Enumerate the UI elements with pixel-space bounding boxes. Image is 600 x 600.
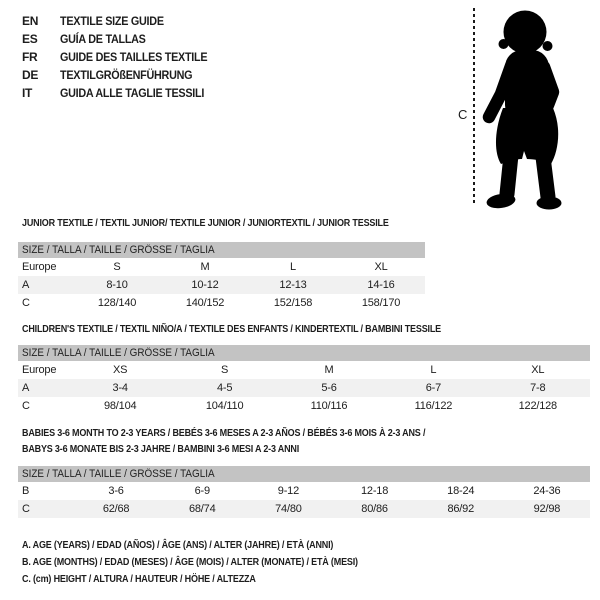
height-cell: 86/92 [447, 503, 474, 515]
size-cell: L [430, 364, 437, 376]
size-cell: XL [531, 364, 545, 376]
note-text: A. AGE (YEARS) / EDAD (AÑOS) / ÂGE (ANS) / ALTER (JAHRE) / ETÀ (ANNI) [22, 540, 334, 551]
height-cell: 158/170 [361, 297, 401, 309]
baby-silhouette-icon [478, 5, 578, 210]
age-cell: 6-7 [425, 382, 442, 394]
age-cell: 24-36 [533, 485, 561, 497]
table-row-europe [18, 258, 425, 276]
height-cell: 68/74 [188, 503, 216, 515]
babies-section-title-line1: BABIES 3-6 MONTH TO 2-3 YEARS / BEBÉS 3-6 MESES A 2-3 AÑOS / BÉBÉS 3-6 MOIS À 2-3 ANS / [22, 428, 426, 439]
size-cell: S [221, 364, 229, 376]
row-label: C [22, 400, 30, 412]
table-row-height-cm [18, 500, 590, 518]
age-cell: 9-12 [277, 485, 300, 497]
size-header-bar [18, 345, 590, 361]
height-cell: 140/152 [185, 297, 225, 309]
height-cell: 62/68 [102, 503, 130, 515]
children-section-title-text: CHILDREN'S TEXTILE / TEXTIL NIÑO/A / TEXTILE DES ENFANTS / KINDERTEXTIL / BAMBINI TESSILE [22, 324, 441, 335]
language-row-fr [22, 48, 224, 66]
table-row-height-cm [18, 397, 590, 415]
row-label: B [22, 485, 30, 497]
height-cell: 80/86 [361, 503, 388, 515]
age-cell: 14-16 [367, 279, 395, 291]
size-cell: M [324, 364, 334, 376]
row-label: Europe [22, 364, 57, 376]
note-age-years [22, 537, 395, 554]
size-cell: L [290, 261, 296, 273]
age-cell: 3-6 [108, 485, 124, 497]
size-cell: M [200, 261, 210, 273]
language-title: GUÍA DE TALLAS [60, 32, 146, 46]
note-height-cm [22, 571, 395, 588]
size-header-text: SIZE / TALLA / TAILLE / GRÖSSE / TAGLIA [22, 468, 215, 480]
size-header-text: SIZE / TALLA / TAILLE / GRÖSSE / TAGLIA [22, 347, 215, 359]
height-cell: 104/110 [205, 400, 244, 412]
age-cell: 12-18 [361, 485, 389, 497]
size-header-bar [18, 242, 425, 258]
height-cell: 116/122 [414, 400, 453, 412]
language-code: ES [22, 32, 38, 46]
language-row-es [22, 30, 224, 48]
children-size-table [18, 345, 590, 415]
height-cell: 98/104 [103, 400, 137, 412]
height-cell: 122/128 [518, 400, 557, 412]
table-row-age-months [18, 482, 590, 500]
note-age-months [22, 554, 395, 571]
size-header-text: SIZE / TALLA / TAILLE / GRÖSSE / TAGLIA [22, 244, 215, 256]
language-title: GUIDA ALLE TAGLIE TESSILI [60, 86, 205, 100]
size-cell: S [113, 261, 121, 273]
junior-section-title [22, 216, 429, 232]
height-cell: 92/98 [533, 503, 561, 515]
children-section-title [22, 322, 488, 338]
height-cell: 74/80 [275, 503, 302, 515]
language-title: TEXTILE SIZE GUIDE [60, 14, 164, 28]
size-header-bar [18, 466, 590, 482]
note-text: C. (cm) HEIGHT / ALTURA / HAUTEUR / HÖHE / ALTEZZA [22, 574, 256, 585]
age-cell: 10-12 [191, 279, 219, 291]
babies-section-title-line2: BABYS 3-6 MONATE BIS 2-3 JAHRE / BAMBINI 3-6 MESI A 2-3 ANNI [22, 444, 300, 455]
language-code: FR [22, 50, 38, 64]
age-cell: 12-13 [279, 279, 307, 291]
row-label: C [22, 297, 30, 309]
height-cell: 110/116 [310, 400, 348, 412]
row-label: C [22, 503, 30, 515]
height-dashed-line [473, 8, 475, 206]
table-row-age-years [18, 276, 425, 294]
legend-notes [22, 537, 395, 588]
babies-section-title [22, 426, 470, 458]
junior-section-title-text: JUNIOR TEXTILE / TEXTIL JUNIOR/ TEXTILE JUNIOR / JUNIORTEXTIL / JUNIOR TESSILE [22, 218, 389, 229]
row-label: A [22, 382, 30, 394]
age-cell: 8-10 [106, 279, 128, 291]
language-code: EN [22, 14, 39, 28]
language-title: TEXTILGRÖßENFÜHRUNG [60, 68, 193, 82]
row-label: A [22, 279, 30, 291]
babies-size-table [18, 466, 590, 518]
language-code: IT [22, 86, 33, 100]
language-title: GUIDE DES TAILLES TEXTILE [60, 50, 208, 64]
size-cell: XS [113, 364, 128, 376]
row-label: Europe [22, 261, 57, 273]
age-cell: 18-24 [447, 485, 475, 497]
language-code: DE [22, 68, 39, 82]
age-cell: 4-5 [216, 382, 233, 394]
note-text: B. AGE (MONTHS) / EDAD (MESES) / ÂGE (MOIS) / ALTER (MONATE) / ETÀ (MESI) [22, 557, 358, 568]
age-cell: 3-4 [112, 382, 128, 394]
age-cell: 5-6 [321, 382, 337, 394]
table-row-height-cm [18, 294, 425, 312]
age-cell: 6-9 [194, 485, 210, 497]
table-row-europe [18, 361, 590, 379]
size-cell: XL [374, 261, 388, 273]
table-row-age-years [18, 379, 590, 397]
junior-size-table [18, 242, 425, 312]
language-title-list [22, 12, 224, 102]
language-row-it [22, 84, 224, 102]
age-cell: 7-8 [530, 382, 546, 394]
height-marker-label: C [458, 107, 468, 122]
height-cell: 152/158 [273, 297, 313, 309]
language-row-de [22, 66, 224, 84]
height-cell: 128/140 [97, 297, 137, 309]
language-row-en [22, 12, 224, 30]
